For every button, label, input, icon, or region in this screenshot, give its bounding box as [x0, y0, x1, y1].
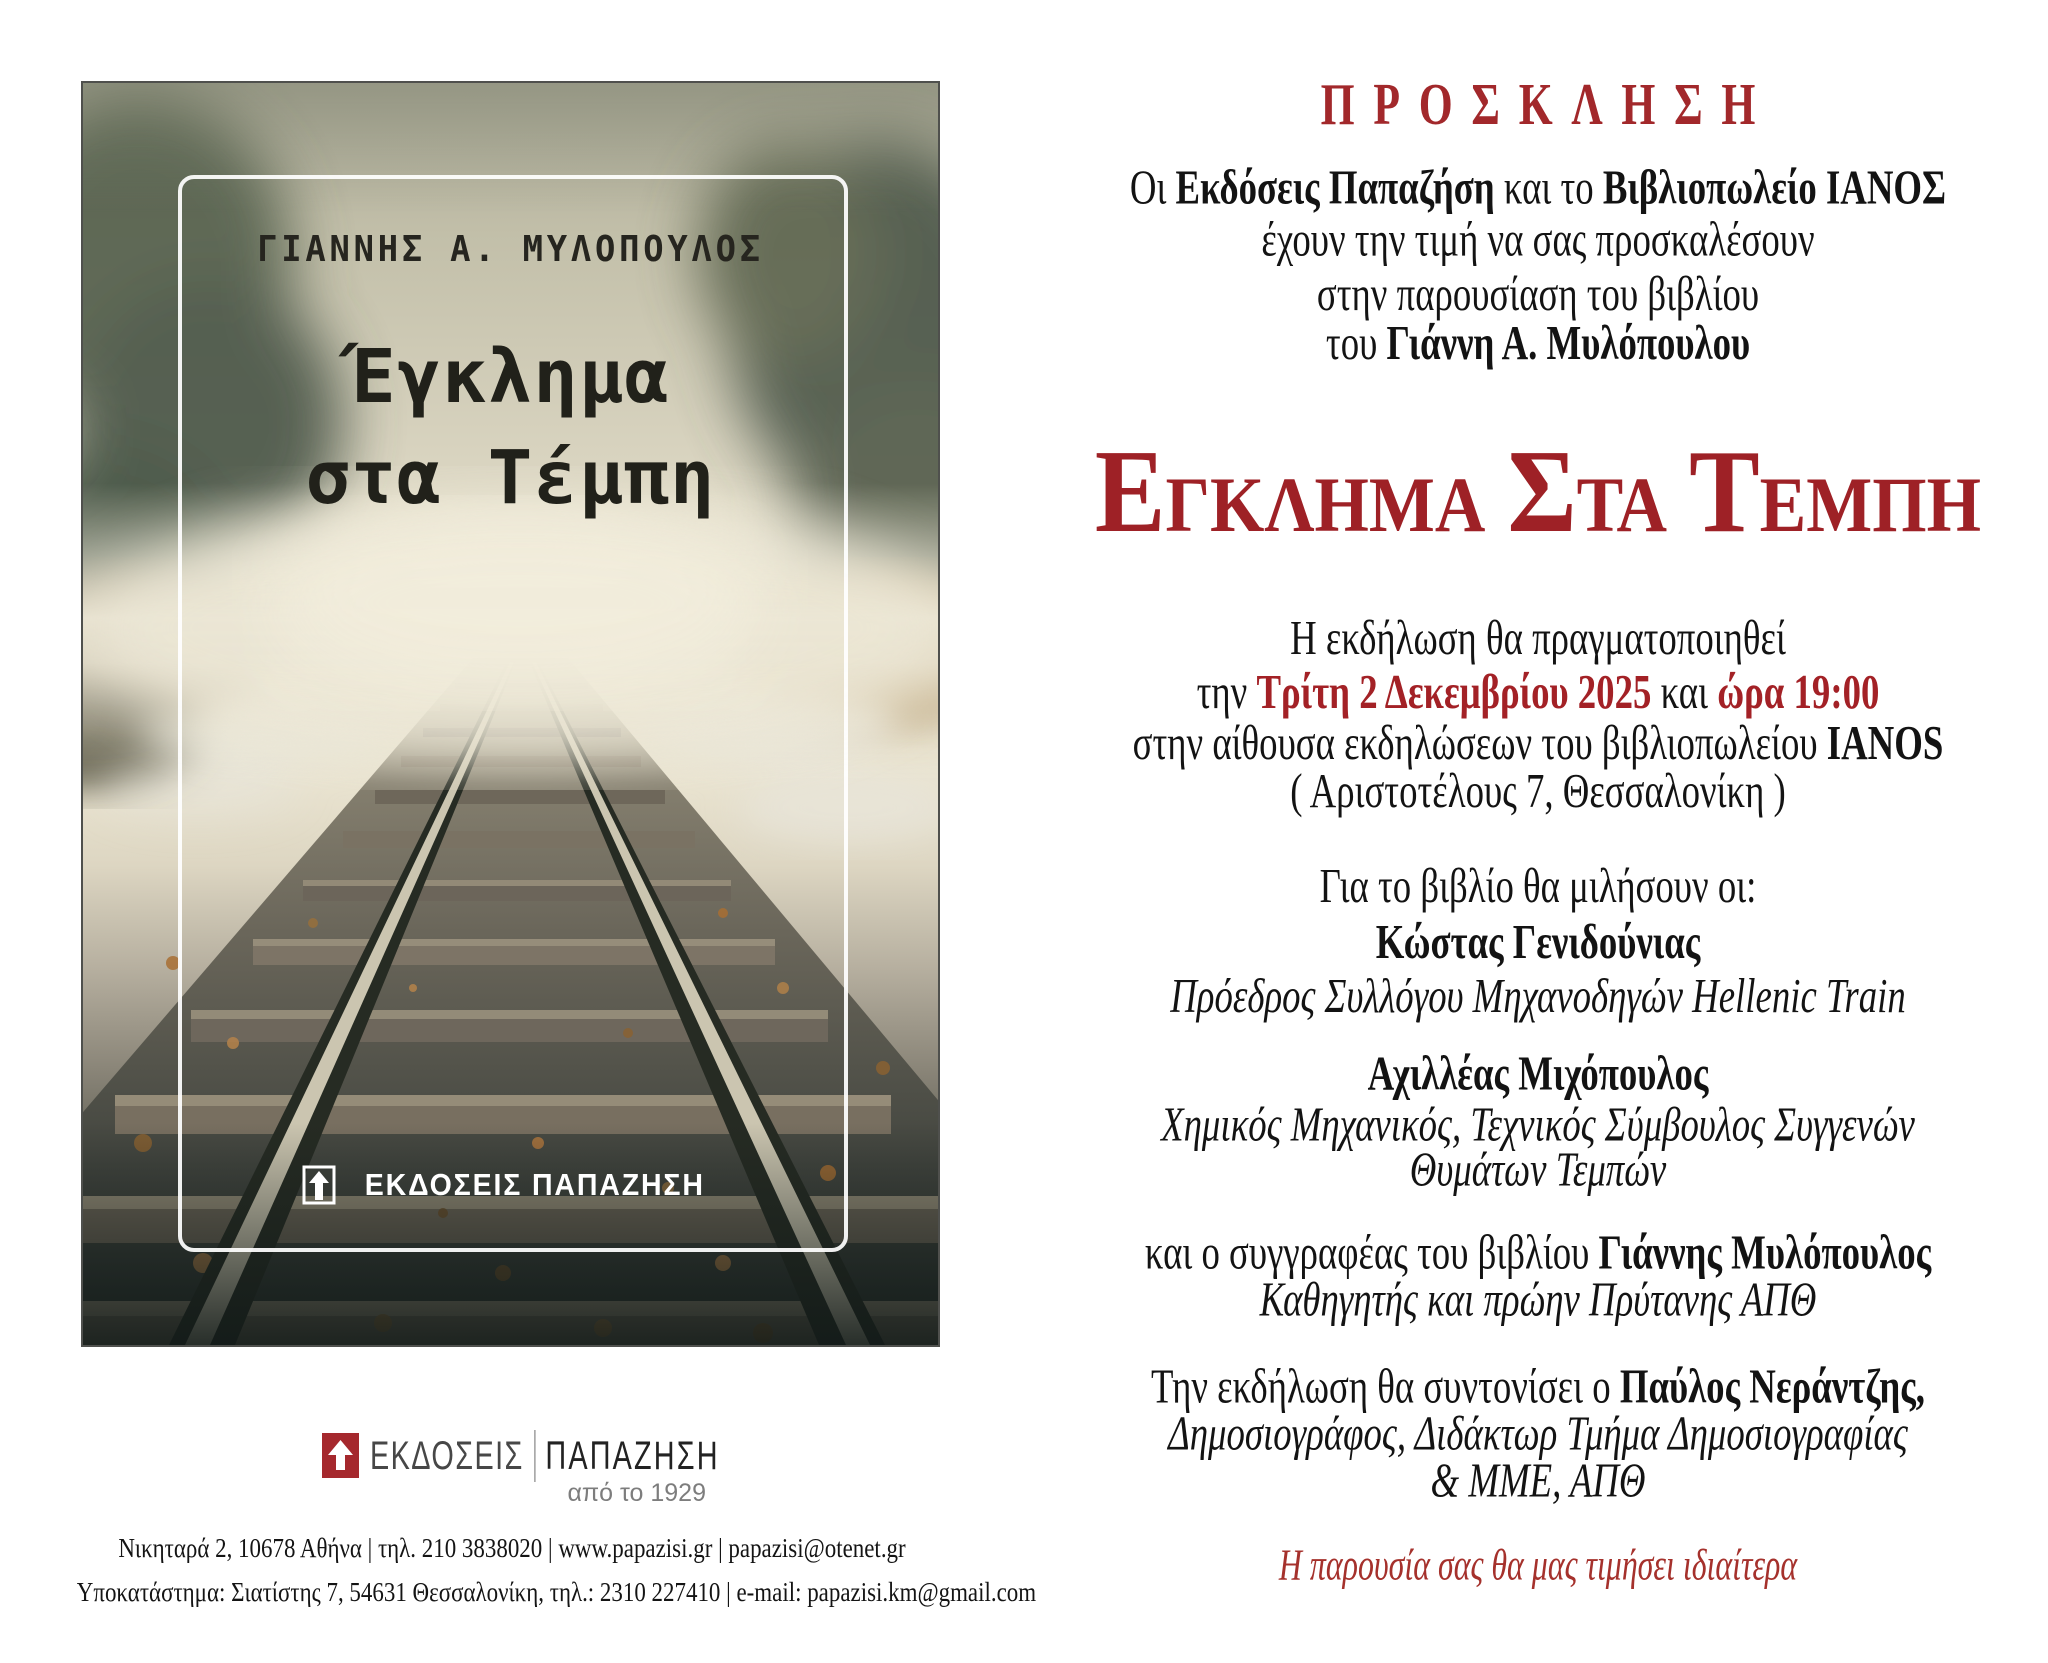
speaker-1-name: Κώστας Γενιδούνιας	[1375, 914, 1701, 969]
moderator-line: Την εκδήλωση θα συντονίσει ο Παύλος Νεράντζης,	[1150, 1359, 1926, 1414]
publisher-name-right: ΠΑΠΑΖΗΣΗ	[545, 1433, 720, 1478]
event-date: Τρίτη 2 Δεκεμβρίου 2025	[1256, 664, 1652, 719]
publisher-address-line2: Υποκατάστημα: Σιατίστης 7, 54631 Θεσσαλονίκη, τηλ.: 2310 227410 | e-mail: papazisi.km@gmail.com	[76, 1577, 1037, 1607]
event-time: ώρα 19:00	[1717, 664, 1880, 719]
publisher-address-line1: Νικηταρά 2, 10678 Αθήνα | τηλ. 210 3838020 | www.papazisi.gr | papazisi@otenet.gr	[118, 1533, 906, 1563]
cover-title-line2: στα Τέμπη	[305, 435, 716, 521]
event-line-1: Η εκδήλωση θα πραγματοποιηθεί	[1290, 610, 1786, 665]
moderator-name: Παύλος Νεράντζης,	[1619, 1359, 1926, 1414]
moderator-role-line2: & ΜΜΕ, ΑΠΘ	[1430, 1453, 1646, 1508]
publisher-since: από το 1929	[567, 1479, 706, 1507]
speaker-2-name: Αχιλλέας Μιχόπουλος	[1367, 1046, 1709, 1101]
imprint-box-arrow-icon	[302, 1165, 336, 1205]
venue-name-bold: IANOS	[1826, 715, 1944, 770]
book-author-bold: Γιάννη Α. Μυλόπουλου	[1386, 315, 1751, 370]
publisher-logo-arrow-icon	[322, 1433, 359, 1478]
speaker-2-role-line2: Θυμάτων Τεμπών	[1409, 1142, 1667, 1197]
speakers-intro: Για το βιβλίο θα μιλήσουν οι:	[1319, 858, 1757, 913]
publisher-logo-name	[370, 1432, 720, 1480]
invitation-header: ΠΡΟΣΚΛΗΣΗ	[1320, 72, 1775, 138]
speaker-2-role-line1: Χημικός Μηχανικός, Τεχνικός Σύμβουλος Συγγενών	[1161, 1097, 1915, 1152]
event-venue-line: στην αίθουσα εκδηλώσεων του βιβλιοπωλείου IANOS	[1132, 715, 1944, 770]
cover-imprint-label: ΕΚΔΟΣΕΙΣ ΠΑΠΑΖΗΣΗ	[364, 1167, 705, 1202]
speaker-1-role: Πρόεδρος Συλλόγου Μηχανοδηγών Hellenic Train	[1170, 968, 1906, 1023]
closing-line: Η παρουσία σας θα μας τιμήσει ιδιαίτερα	[1278, 1541, 1798, 1591]
intro-line-4: του Γιάννη Α. Μυλόπουλου	[1325, 315, 1751, 370]
publisher-name-bold: Εκδόσεις Παπαζήση	[1175, 160, 1495, 215]
intro-line-3: στην παρουσίαση του βιβλίου	[1316, 266, 1760, 321]
book-title-display: ΕΓΚΛΗΜΑ ΣΤΑ ΤΕΜΠΗ	[1094, 425, 1982, 557]
logo-divider	[534, 1430, 535, 1482]
invitation-text-panel	[1026, 0, 2048, 1663]
author-speaker-role: Καθηγητής και πρώην Πρύτανης ΑΠΘ	[1259, 1272, 1817, 1327]
intro-line-2: έχουν την τιμή να σας προσκαλέσουν	[1261, 212, 1815, 267]
book-cover	[83, 83, 938, 1345]
author-speaker-line: και ο συγγραφέας του βιβλίου Γιάννης Μυλόπουλος	[1144, 1225, 1932, 1280]
bookstore-name-bold: Βιβλιοπωλείο ΙΑΝΟΣ	[1602, 160, 1947, 215]
moderator-role-line1: Δημοσιογράφος, Διδάκτωρ Τμήμα Δημοσιογραφίας	[1168, 1406, 1908, 1461]
event-address-line: ( Αριστοτέλους 7, Θεσσαλονίκη )	[1290, 763, 1786, 818]
publisher-name-left: ΕΚΔΟΣΕΙΣ	[370, 1433, 524, 1478]
cover-title-line1: Έγκλημα	[351, 334, 670, 420]
cover-author-name: ΓΙΑΝΝΗΣ Α. ΜΥΛΟΠΟΥΛΟΣ	[257, 229, 764, 270]
cover-imprint	[83, 1161, 938, 1209]
event-date-line: την Τρίτη 2 Δεκεμβρίου 2025 και ώρα 19:00	[1196, 664, 1880, 719]
intro-line-1: Οι Εκδόσεις Παπαζήση και το Βιβλιοπωλείο ΙΑΝΟΣ	[1129, 160, 1947, 215]
author-speaker-name: Γιάννης Μυλόπουλος	[1598, 1225, 1932, 1280]
